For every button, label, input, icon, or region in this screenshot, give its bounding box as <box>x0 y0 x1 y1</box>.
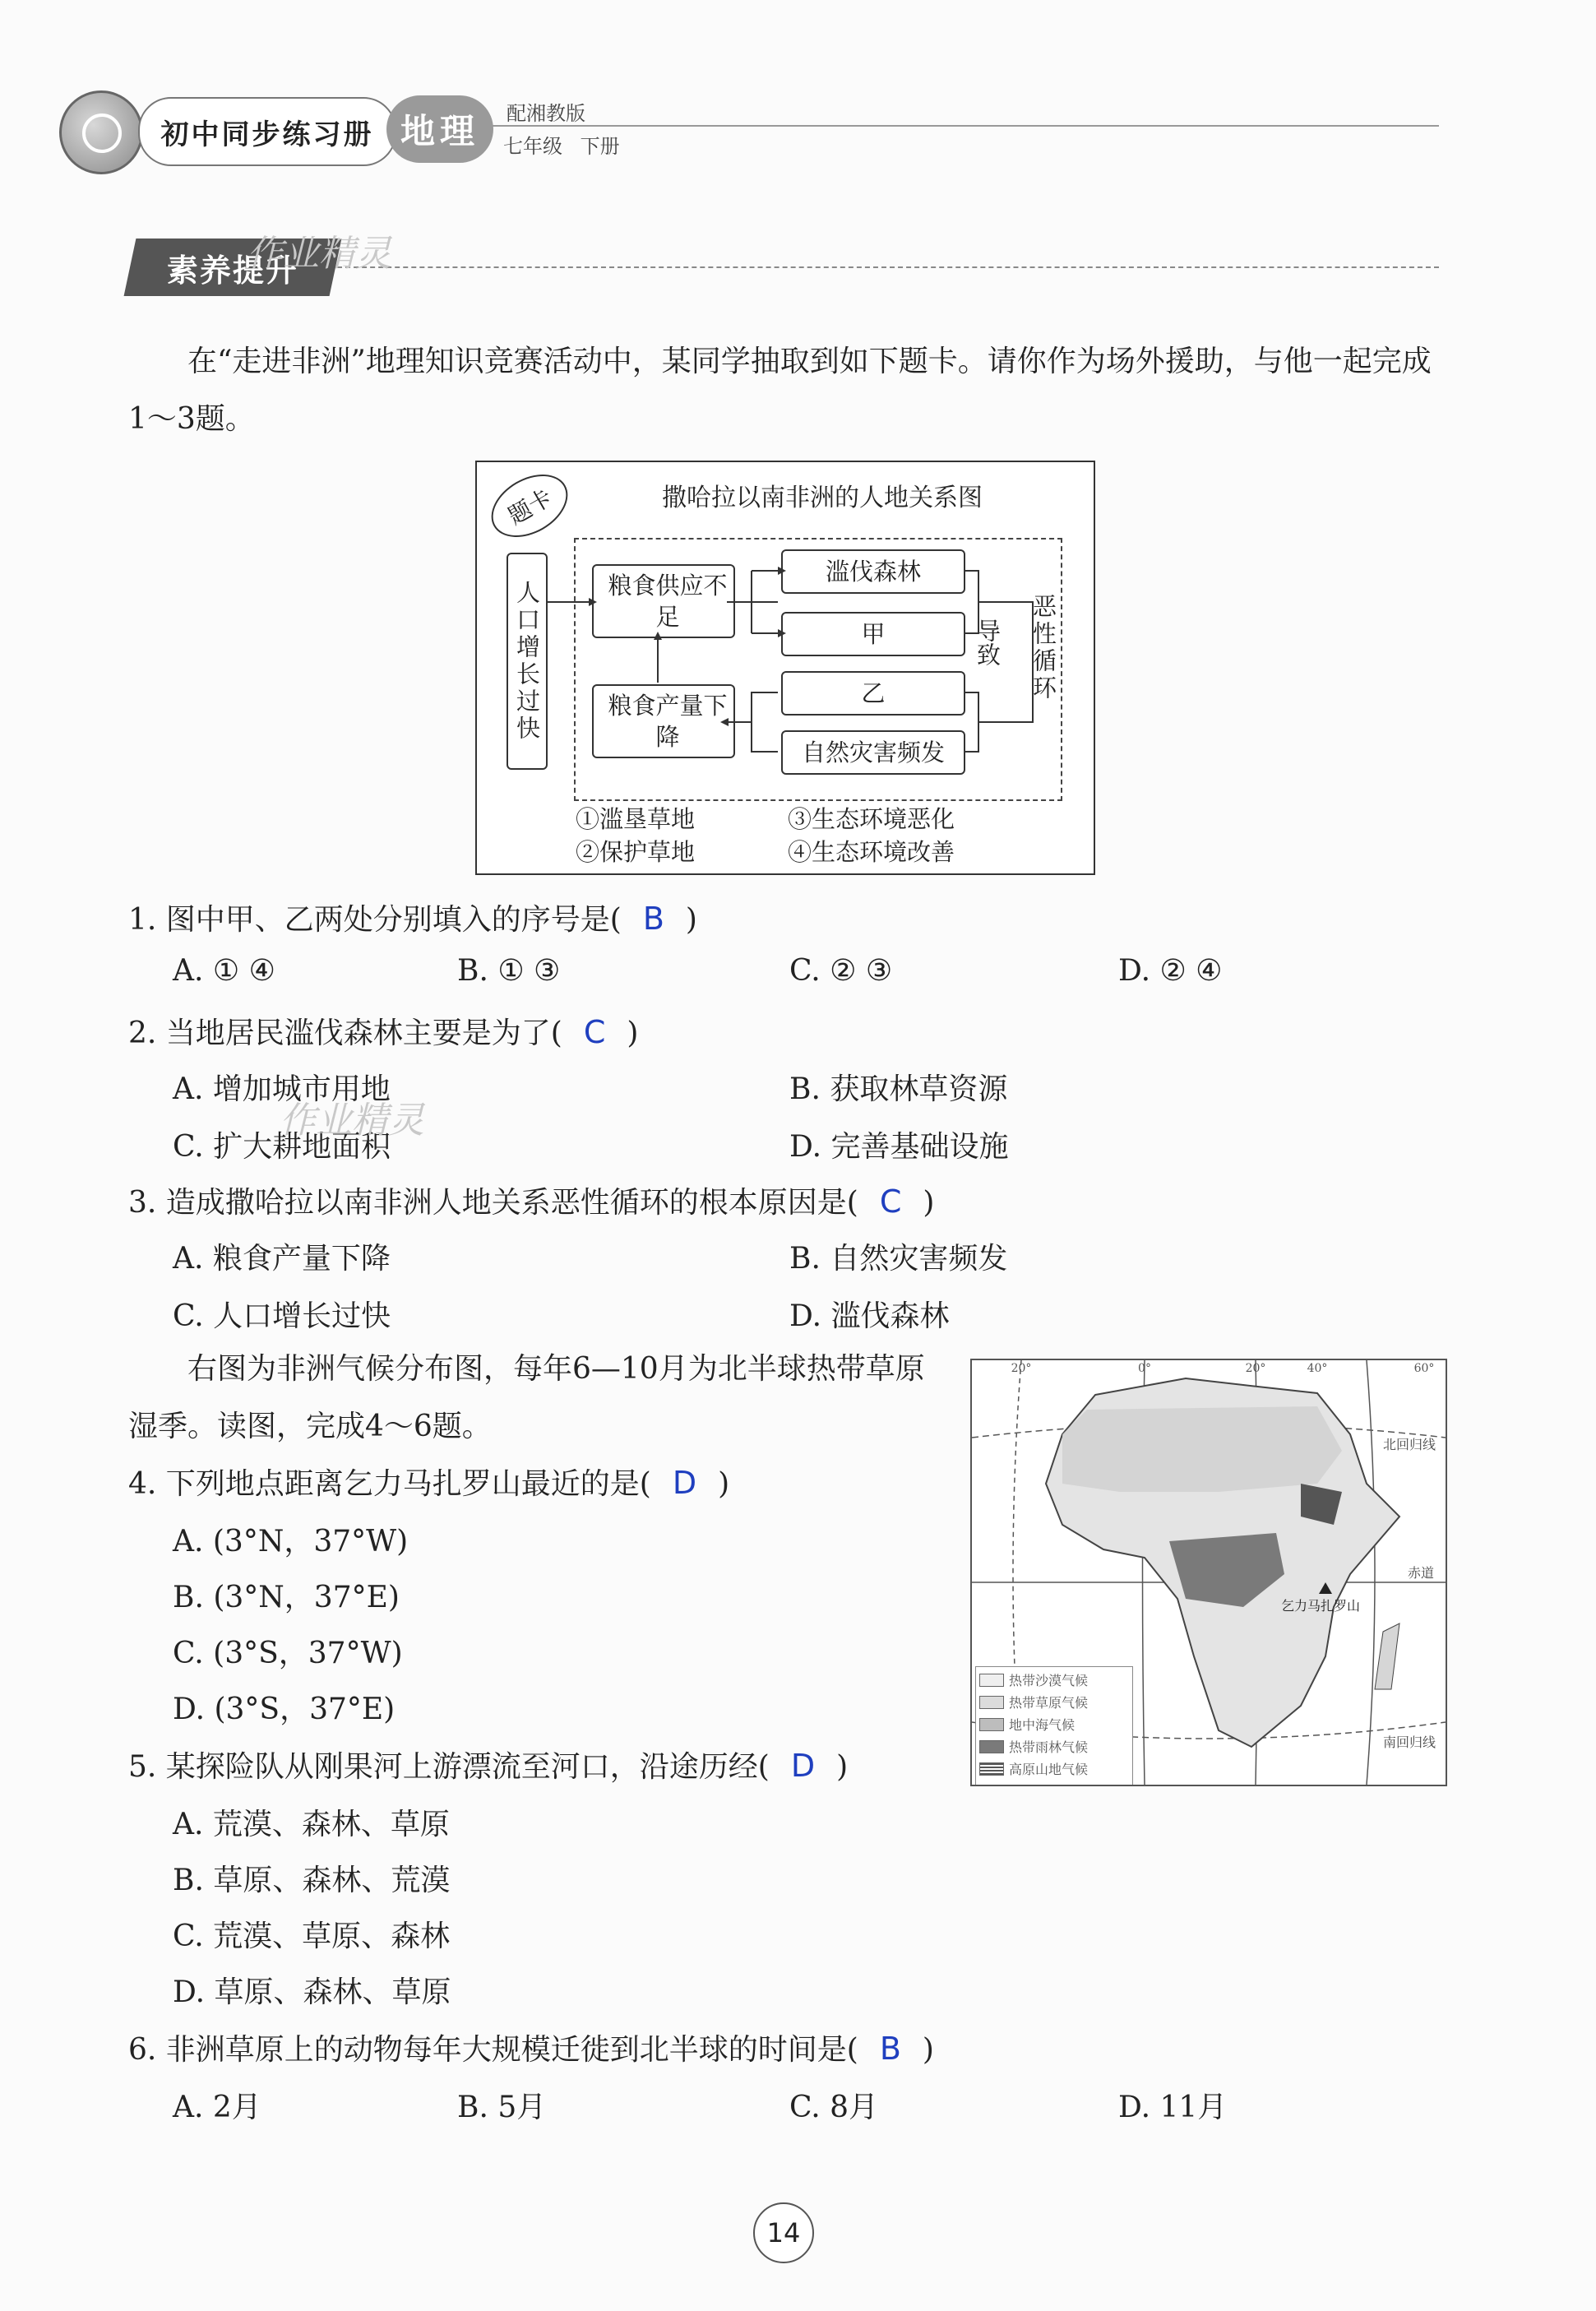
s-tropic-label: 南回归线 <box>1383 1734 1436 1750</box>
disaster-box: 自然灾害频发 <box>781 730 965 775</box>
q2-option-c: C. 扩大耕地面积 <box>173 1130 391 1164</box>
option-2: ②保护草地 <box>576 838 696 866</box>
q6-close: ) <box>922 2033 934 2067</box>
q4-close: ) <box>718 1467 730 1501</box>
map-legend <box>975 1666 1133 1786</box>
q2-close: ) <box>627 1017 639 1050</box>
q2-stem <box>128 1010 638 1052</box>
relationship-card <box>475 461 1095 875</box>
q5-stem <box>128 1744 848 1785</box>
grade-label: 七年级 下册 <box>503 135 620 158</box>
q1-stem <box>128 896 697 938</box>
lon-label-1: 20° <box>1011 1362 1032 1375</box>
q5-option-b: B. 草原、森林、荒漠 <box>173 1864 451 1897</box>
shortage-box: 粮食供应不足 <box>592 564 735 638</box>
q1-option-a: A. ① ④ <box>173 954 275 988</box>
cycle-label: 恶性循环 <box>1029 594 1057 702</box>
legend-savanna <box>979 1691 1129 1713</box>
legend-rainforest <box>979 1735 1129 1758</box>
q1-option-b: B. ① ③ <box>457 954 561 988</box>
africa-climate-map <box>970 1359 1447 1786</box>
q2-option-a: A. 增加城市用地 <box>173 1072 391 1106</box>
subject-badge: 地理 <box>386 95 493 163</box>
page-number: 14 <box>753 2202 814 2263</box>
swatch-mediterranean <box>979 1718 1004 1731</box>
q1-answer: B <box>642 901 664 937</box>
q3-option-a: A. 粮食产量下降 <box>173 1242 391 1276</box>
lon-label-2: 0° <box>1138 1362 1151 1375</box>
q1-option-c: C. ② ③ <box>789 954 893 988</box>
equator-label: 赤道 <box>1408 1565 1435 1581</box>
section-rule <box>337 266 1439 268</box>
option-3: ③生态环境恶化 <box>788 805 955 833</box>
legend-rainforest-label: 热带雨林气候 <box>1009 1739 1089 1755</box>
sahara-desert-region <box>1062 1406 1342 1492</box>
q3-stem <box>128 1179 934 1221</box>
q6-option-b: B. 5月 <box>457 2091 547 2124</box>
q4-text: 4. 下列地点距离乞力马扎罗山最近的是( <box>128 1467 651 1501</box>
globe-icon <box>82 113 122 153</box>
watermark: 作业精灵 <box>247 233 391 275</box>
q3-option-d: D. 滥伐森林 <box>789 1299 950 1333</box>
legend-desert <box>979 1669 1129 1691</box>
q5-option-d: D. 草原、森林、草原 <box>173 1975 451 2009</box>
q2-text: 2. 当地居民滥伐森林主要是为了( <box>128 1017 562 1050</box>
q3-close: ) <box>923 1186 935 1220</box>
legend-mediterranean <box>979 1713 1129 1735</box>
swatch-savanna <box>979 1696 1004 1709</box>
swatch-desert <box>979 1674 1004 1687</box>
intro-text: 在“走进非洲”地理知识竞赛活动中，某同学抽取到如下题卡。请你作为场外援助，与他一起完成1～3题。 <box>128 345 1432 436</box>
q4-answer: D <box>672 1465 697 1501</box>
kilimanjaro-label: 乞力马扎罗山 <box>1281 1598 1361 1614</box>
pop-box: 人口增长过快 <box>507 553 548 770</box>
lead-label: 导致 <box>974 618 1002 666</box>
jia-box: 甲 <box>781 612 965 656</box>
legend-savanna-label: 热带草原气候 <box>1009 1695 1089 1711</box>
q1-text: 1. 图中甲、乙两处分别填入的序号是( <box>128 903 622 937</box>
q6-stem <box>128 2026 934 2068</box>
swatch-rainforest <box>979 1740 1004 1753</box>
q3-answer: C <box>879 1183 902 1220</box>
lon-label-5: 60° <box>1413 1362 1435 1375</box>
q1-option-d: D. ② ④ <box>1118 954 1223 988</box>
q4-option-a: A. (3°N，37°W) <box>173 1525 409 1558</box>
decline-box: 粮食产量下降 <box>592 684 735 758</box>
q1-close: ) <box>685 903 697 937</box>
q5-option-a: A. 荒漠、森林、草原 <box>173 1808 450 1841</box>
q5-close: ) <box>836 1750 849 1784</box>
q4-option-d: D. (3°S，37°E) <box>173 1693 396 1726</box>
option-4: ④生态环境改善 <box>788 838 955 866</box>
q6-option-a: A. 2月 <box>173 2091 261 2124</box>
card-title: 撒哈拉以南非洲的人地关系图 <box>662 484 983 512</box>
q4-option-b: B. (3°N，37°E) <box>173 1581 400 1614</box>
legend-mediterranean-label: 地中海气候 <box>1009 1717 1076 1733</box>
q6-option-c: C. 8月 <box>789 2091 879 2124</box>
madagascar <box>1375 1623 1399 1689</box>
watermark-2: 作业精灵 <box>280 1100 424 1142</box>
swatch-highland <box>979 1762 1004 1776</box>
q6-answer: B <box>879 2031 901 2067</box>
q3-text: 3. 造成撒哈拉以南非洲人地关系恶性循环的根本原因是( <box>128 1186 858 1220</box>
deforest-box: 滥伐森林 <box>781 549 965 594</box>
q4-option-c: C. (3°S，37°W) <box>173 1637 403 1670</box>
yi-box: 乙 <box>781 671 965 716</box>
legend-highland <box>979 1758 1129 1780</box>
lon-label-4: 40° <box>1307 1362 1328 1375</box>
q5-option-c: C. 荒漠、草原、森林 <box>173 1920 451 1953</box>
q6-option-d: D. 11月 <box>1118 2091 1228 2124</box>
card-tag: 题卡 <box>480 461 579 549</box>
lon-label-3: 20° <box>1245 1362 1266 1375</box>
n-tropic-label: 北回归线 <box>1383 1437 1436 1452</box>
legend-desert-label: 热带沙漠气候 <box>1009 1673 1089 1688</box>
intro2-text: 右图为非洲气候分布图，每年6—10月为北半球热带草原湿季。读图，完成4～6题。 <box>128 1352 925 1443</box>
q6-text: 6. 非洲草原上的动物每年大规模迁徙到北半球的时间是( <box>128 2033 858 2067</box>
q3-option-c: C. 人口增长过快 <box>173 1299 391 1333</box>
q5-text: 5. 某探险队从刚果河上游漂流至河口，沿途历经( <box>128 1750 770 1784</box>
q2-answer: C <box>583 1014 606 1050</box>
q5-answer: D <box>790 1748 816 1784</box>
q2-option-b: B. 获取林草资源 <box>789 1072 1008 1106</box>
card-arrows <box>477 462 1094 873</box>
q4-stem <box>128 1461 729 1503</box>
option-1: ①滥垦草地 <box>576 805 696 833</box>
section-title-text: 素养提升 <box>166 251 298 289</box>
book-title: 初中同步练习册 <box>138 97 396 166</box>
edition-label: 配湘教版 <box>507 102 585 125</box>
legend-highland-label: 高原山地气候 <box>1009 1762 1089 1777</box>
q2-option-d: D. 完善基础设施 <box>789 1130 1009 1164</box>
q3-option-b: B. 自然灾害频发 <box>789 1242 1008 1276</box>
